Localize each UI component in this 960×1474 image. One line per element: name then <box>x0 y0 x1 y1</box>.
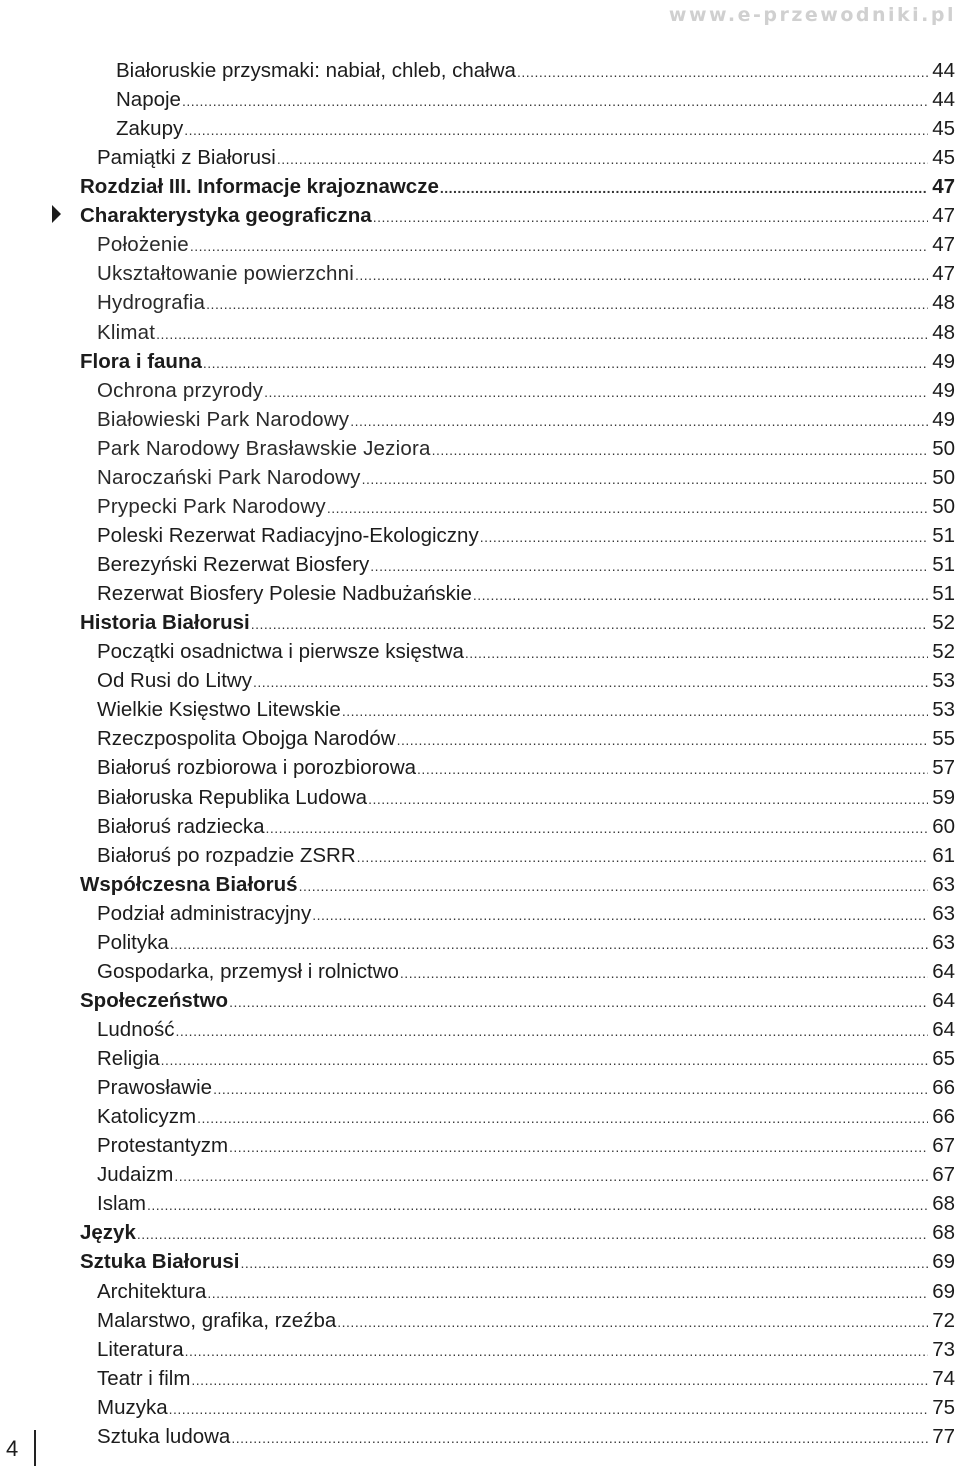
toc-entry-page: 51 <box>932 582 955 606</box>
toc-row[interactable] <box>97 929 955 957</box>
toc-entry-page: 51 <box>932 523 955 547</box>
toc-entry-page: 68 <box>932 1221 955 1245</box>
toc-entry-title: Zakupy <box>116 117 184 141</box>
toc-entry-title: Muzyka <box>97 1395 168 1419</box>
toc-entry-title: Naroczański Park Narodowy <box>97 465 361 489</box>
toc-entry-title: Katolicyzm <box>97 1105 197 1129</box>
dot-leader <box>473 588 928 608</box>
toc-entry-title: Napoje <box>116 88 181 112</box>
toc-row[interactable] <box>97 1336 955 1364</box>
toc-entry-title: Berezyński Rezerwat Biosfery <box>97 553 370 577</box>
toc-entry-page: 50 <box>932 436 955 460</box>
toc-entry-title: Ochrona przyrody <box>97 378 264 402</box>
toc-row[interactable] <box>97 231 955 259</box>
toc-row[interactable] <box>97 260 955 288</box>
dot-leader <box>400 966 928 986</box>
toc-entry-page: 59 <box>932 785 955 809</box>
toc-entry-title: Język <box>80 1221 136 1245</box>
toc-entry-page: 49 <box>932 378 955 402</box>
dot-leader <box>368 792 928 812</box>
toc-row[interactable] <box>97 522 955 550</box>
toc-row[interactable] <box>80 1219 955 1247</box>
toc-row[interactable] <box>97 725 955 753</box>
toc-row[interactable] <box>116 115 955 143</box>
toc-row[interactable] <box>97 1161 955 1189</box>
dot-leader <box>440 181 928 201</box>
page-number: 4 <box>6 1436 19 1461</box>
toc-row[interactable] <box>97 1394 955 1422</box>
toc-entry-page: 64 <box>932 959 955 983</box>
dot-leader <box>362 472 928 492</box>
toc-row[interactable] <box>97 1423 955 1451</box>
toc-row[interactable] <box>97 1278 955 1306</box>
dot-leader <box>299 879 928 899</box>
toc-row[interactable] <box>116 57 955 85</box>
dot-leader <box>184 123 928 143</box>
toc-row[interactable] <box>80 871 955 899</box>
toc-row[interactable] <box>97 551 955 579</box>
toc-entry-title: Historia Białorusi <box>80 611 250 635</box>
dot-leader <box>327 501 928 521</box>
toc-entry-page: 63 <box>932 930 955 954</box>
toc-entry-page: 63 <box>932 901 955 925</box>
toc-entry-page: 69 <box>932 1279 955 1303</box>
toc-entry-page: 52 <box>932 640 955 664</box>
toc-entry-page: 44 <box>932 88 955 112</box>
toc-entry-page: 49 <box>932 407 955 431</box>
dot-leader <box>251 617 928 637</box>
toc-entry-title: Pamiątki z Białorusi <box>97 146 276 170</box>
toc-row[interactable] <box>80 1248 955 1276</box>
toc-row[interactable] <box>97 754 955 782</box>
toc-entry-page: 50 <box>932 494 955 518</box>
toc-entry-title: Ludność <box>97 1017 175 1041</box>
dot-leader <box>147 1198 928 1218</box>
dot-leader <box>517 65 928 85</box>
toc-entry-title: Poleski Rezerwat Radiacyjno-Ekologiczny <box>97 523 479 547</box>
toc-entry-title: Judaizm <box>97 1163 174 1187</box>
toc-entry-title: Białoruś rozbiorowa i porozbiorowa <box>97 756 417 780</box>
toc-row[interactable] <box>97 319 955 347</box>
toc-row[interactable] <box>97 1365 955 1393</box>
toc-entry-page: 53 <box>932 698 955 722</box>
toc-entry-title: Współczesna Białoruś <box>80 872 298 896</box>
toc-entry-page: 72 <box>932 1308 955 1332</box>
toc-entry-title: Prawosławie <box>97 1076 213 1100</box>
toc-entry-page: 64 <box>932 988 955 1012</box>
dot-leader <box>266 821 929 841</box>
dot-leader <box>277 152 928 172</box>
toc-entry-title: Białowieski Park Narodowy <box>97 407 350 431</box>
toc-entry-title: Teatr i film <box>97 1366 191 1390</box>
toc-row[interactable] <box>97 377 955 405</box>
toc-row[interactable] <box>80 987 955 1015</box>
toc-entry-page: 47 <box>932 262 955 286</box>
dot-leader <box>229 1140 928 1160</box>
toc-entry-title: Flora i fauna <box>80 349 202 373</box>
toc-entry-title: Sztuka ludowa <box>97 1424 231 1448</box>
toc-entry-title: Gospodarka, przemysł i rolnictwo <box>97 959 399 983</box>
dot-leader <box>190 239 928 259</box>
toc-entry-page: 77 <box>932 1424 955 1448</box>
dot-leader <box>174 1169 928 1189</box>
toc-entry-page: 53 <box>932 669 955 693</box>
toc-row[interactable] <box>97 784 955 812</box>
toc-row[interactable] <box>80 348 955 376</box>
toc-entry-title: Malarstwo, grafika, rzeźba <box>97 1308 337 1332</box>
toc-entry-title: Białoruskie przysmaki: nabiał, chleb, chałwa <box>116 59 516 82</box>
dot-leader <box>229 995 928 1015</box>
chapter-marker-icon <box>52 205 61 223</box>
toc-entry-title: Białoruś po rozpadzie ZSRR <box>97 843 356 867</box>
dot-leader <box>397 733 928 753</box>
toc-row[interactable] <box>97 813 955 841</box>
toc-entry-page: 64 <box>932 1017 955 1041</box>
toc-entry-page: 68 <box>932 1192 955 1216</box>
page-number-divider <box>34 1430 36 1466</box>
toc-row[interactable] <box>97 406 955 434</box>
toc-row[interactable] <box>97 958 955 986</box>
toc-row[interactable] <box>97 842 955 870</box>
toc-entry-page: 52 <box>932 611 955 635</box>
toc-entry-page: 69 <box>932 1250 955 1274</box>
toc-entry-page: 50 <box>932 465 955 489</box>
toc-entry-title: Białoruś radziecka <box>97 814 265 838</box>
toc-entry-page: 65 <box>932 1047 955 1071</box>
dot-leader <box>191 1373 928 1393</box>
dot-leader <box>370 559 928 579</box>
dot-leader <box>312 908 928 928</box>
toc-entry-page: 45 <box>932 117 955 141</box>
dot-leader <box>182 94 928 114</box>
dot-leader <box>137 1227 928 1247</box>
dot-leader <box>337 1315 928 1335</box>
chapter-row[interactable] <box>80 173 955 201</box>
toc-entry-page: 66 <box>932 1105 955 1129</box>
toc-entry-page: 74 <box>932 1366 955 1390</box>
toc-row[interactable] <box>97 144 955 172</box>
toc-entry-title: Architektura <box>97 1279 207 1303</box>
dot-leader <box>355 268 928 288</box>
toc-row[interactable] <box>97 493 955 521</box>
toc-row[interactable] <box>80 609 955 637</box>
dot-leader <box>207 1286 928 1306</box>
toc-entry-title: Hydrografia <box>97 291 206 315</box>
toc-entry-page: 47 <box>932 175 955 199</box>
dot-leader <box>185 1344 928 1364</box>
toc-entry-title: Protestantyzm <box>97 1134 229 1158</box>
toc-entry-title: Ukształtowanie powierzchni <box>97 262 355 286</box>
toc-entry-title: Park Narodowy Brasławskie Jeziora <box>97 436 431 460</box>
toc-row[interactable] <box>97 289 955 317</box>
toc-entry-page: 45 <box>932 146 955 170</box>
toc-entry-title: Początki osadnictwa i pierwsze księstwa <box>97 640 464 664</box>
toc-entry-page: 49 <box>932 349 955 373</box>
toc-entry-page: 47 <box>932 233 955 257</box>
toc-entry-page: 75 <box>932 1395 955 1419</box>
toc-entry-page: 55 <box>932 727 955 751</box>
toc-entry-title: Białoruska Republika Ludowa <box>97 785 368 809</box>
toc-row[interactable] <box>97 1190 955 1218</box>
toc-row[interactable] <box>116 86 955 114</box>
toc-entry-page: 51 <box>932 553 955 577</box>
toc-entry-page: 48 <box>932 291 955 315</box>
dot-leader <box>480 530 928 550</box>
toc-row[interactable] <box>97 1016 955 1044</box>
toc-entry-page: 66 <box>932 1076 955 1100</box>
dot-leader <box>465 646 928 666</box>
toc-row[interactable] <box>97 580 955 608</box>
dot-leader <box>213 1082 928 1102</box>
toc-entry-title: Od Rusi do Litwy <box>97 669 252 693</box>
toc-row[interactable] <box>97 464 955 492</box>
toc-row[interactable] <box>97 435 955 463</box>
dot-leader <box>432 443 928 463</box>
toc-row[interactable] <box>97 1132 955 1160</box>
toc-entry-page: 67 <box>932 1163 955 1187</box>
toc-row[interactable] <box>97 667 955 695</box>
dot-leader <box>350 414 928 434</box>
toc-row[interactable] <box>97 696 955 724</box>
toc-row[interactable] <box>80 202 955 230</box>
toc-entry-title: Polityka <box>97 930 169 954</box>
toc-entry-title: Podział administracyjny <box>97 901 312 925</box>
dot-leader <box>170 937 928 957</box>
toc-entry-title: Literatura <box>97 1337 184 1361</box>
toc-row[interactable] <box>97 1307 955 1335</box>
toc-row[interactable] <box>97 1045 955 1073</box>
toc-entry-page: 73 <box>932 1337 955 1361</box>
dot-leader <box>231 1431 928 1451</box>
dot-leader <box>264 385 928 405</box>
toc-entry-title: Rozdział III. Informacje krajoznawcze <box>80 175 439 199</box>
toc-entry-title: Sztuka Białorusi <box>80 1250 240 1274</box>
dot-leader <box>203 356 928 376</box>
toc-entry-page: 57 <box>932 756 955 780</box>
dot-leader <box>206 297 928 317</box>
dot-leader <box>417 762 928 782</box>
toc-entry-page: 47 <box>932 204 955 228</box>
toc-entry-page: 48 <box>932 320 955 344</box>
toc-entry-page: 67 <box>932 1134 955 1158</box>
toc-entry-title: Charakterystyka geograficzna <box>80 204 372 228</box>
toc-entry-title: Religia <box>97 1047 160 1071</box>
site-url: www.e-przewodniki.pl <box>668 4 956 26</box>
dot-leader <box>253 675 928 695</box>
toc-entry-page: 44 <box>932 59 955 82</box>
dot-leader <box>156 327 928 347</box>
dot-leader <box>169 1402 928 1422</box>
toc-row[interactable] <box>97 1103 955 1131</box>
dot-leader <box>241 1256 929 1276</box>
toc-entry-page: 61 <box>932 843 955 867</box>
dot-leader <box>342 704 928 724</box>
toc-row[interactable] <box>97 1074 955 1102</box>
toc-entry-title: Prypecki Park Narodowy <box>97 494 326 518</box>
dot-leader <box>161 1053 928 1073</box>
toc-entry-title: Rzeczpospolita Obojga Narodów <box>97 727 396 751</box>
toc-entry-page: 60 <box>932 814 955 838</box>
toc-entry-title: Islam <box>97 1192 146 1216</box>
toc-entry-title: Wielkie Księstwo Litewskie <box>97 698 341 722</box>
toc-entry-title: Rezerwat Biosfery Polesie Nadbużańskie <box>97 582 472 606</box>
dot-leader <box>176 1024 928 1044</box>
dot-leader <box>357 850 928 870</box>
dot-leader <box>197 1111 928 1131</box>
toc-entry-title: Klimat <box>97 320 156 344</box>
toc-entry-page: 63 <box>932 872 955 896</box>
toc-entry-title: Społeczeństwo <box>80 988 229 1012</box>
dot-leader <box>373 210 928 230</box>
toc-entry-title: Położenie <box>97 233 189 257</box>
toc-row[interactable] <box>97 900 955 928</box>
toc-row[interactable] <box>97 638 955 666</box>
